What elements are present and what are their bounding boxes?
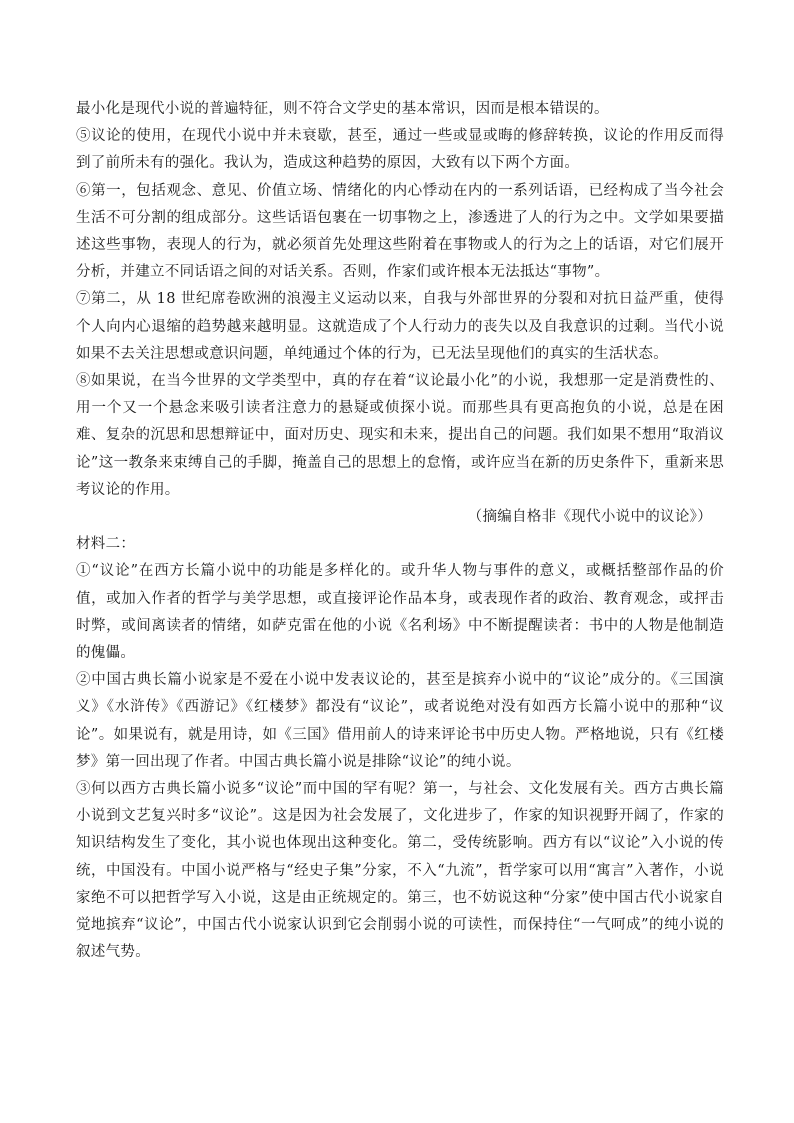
material-two-paragraph-1: ①“议论”在西方长篇小说中的功能是多样化的。或升华人物与事件的意义，或概括整部作品的价值，或加入作者的哲学与美学思想，或直接评论作品本身，或表现作者的政治、教育观念，或抨击时弊，或间离读者的情绪，如萨克雷在他的小说《名利场》中不断提醒读者：书中的人物是他制造的傀儡。	[76, 563, 724, 662]
material-two-heading: 材料二：	[76, 536, 136, 553]
paragraph-6: ⑥第一，包括观念、意见、价值立场、情绪化的内心悸动在内的一系列话语，已经构成了当今社会生活不可分割的组成部分。这些话语包裹在一切事物之上，渗透进了人的行为之中。文学如果要描述这些事物，表现人的行为，就必须首先处理这些附着在事物或人的行为之上的话语，对它们展开分析，并建立不同话语之间的对话关系。否则，作家们或许根本无法抵达“事物”。	[76, 182, 724, 281]
material-two-paragraph-2: ②中国古典长篇小说家是不爱在小说中发表议论的，甚至是摈弃小说中的“议论”成分的。《三国演义》《水浒传》《西游记》《红楼梦》都没有“议论”，或者说绝对没有如西方长篇小说中的那种“议论”。如果说有，就是用诗，如《三国》借用前人的诗来评论书中历史人物。严格地说，只有《红楼梦》第一回出现了作者。中国古典长篇小说是排除“议论”的纯小说。	[76, 672, 724, 770]
paragraph-5: ⑤议论的使用，在现代小说中并未衰歇，甚至，通过一些或显或晦的修辞转换，议论的作用反而得到了前所未有的强化。我认为，造成这种趋势的原因，大致有以下两个方面。	[76, 128, 724, 172]
paragraph-continuation: 最小化是现代小说的普遍特征，则不符合文学史的基本常识，因而是根本错误的。	[76, 101, 609, 117]
paragraph-7: ⑦第二，从 18 世纪席卷欧洲的浪漫主义运动以来，自我与外部世界的分裂和对抗日益严重，使得个人向内心退缩的趋势越来越明显。这就造成了个人行动力的丧失以及自我意识的过剩。当代小说如果不去关注思想或意识问题，单纯通过个体的行为，已无法呈现他们的真实的生活状态。	[76, 291, 724, 362]
paragraph-8: ⑧如果说，在当今世界的文学类型中，真的存在着“议论最小化”的小说，我想那一定是消费性的、用一个又一个悬念来吸引读者注意力的悬疑或侦探小说。而那些具有更高抱负的小说，总是在困难、复杂的沉思和思想辩证中，面对历史、现实和未来，提出自己的问题。我们如果不想用“取消议论”这一教条来束缚自己的手脚，掩盖自己的思想上的怠惰，或许应当在新的历史条件下，重新来思考议论的作用。	[76, 373, 724, 498]
document-body	[76, 96, 724, 967]
material-two-paragraph-3: ③何以西方古典长篇小说多“议论”而中国的罕有呢？第一，与社会、文化发展有关。西方古典长篇小说到文艺复兴时多“议论”。这是因为社会发展了，文化进步了，作家的知识视野开阔了，作家的知识结构发生了变化，其小说也体现出这种变化。第二，受传统影响。西方有以“议论”入小说的传统，中国没有。中国小说严格与“经史子集”分家，不入“九流”，哲学家可以用“寓言”入著作，小说家绝不可以把哲学写入小说，这是由正统规定的。第三，也不妨说这种“分家”使中国古代小说家自觉地摈弃“议论”，中国古代小说家认识到它会削弱小说的可读性，而保持住“一气呵成”的纯小说的叙述气势。	[76, 781, 724, 961]
source-citation: （摘编自格非《现代小说中的议论》）	[467, 509, 712, 526]
